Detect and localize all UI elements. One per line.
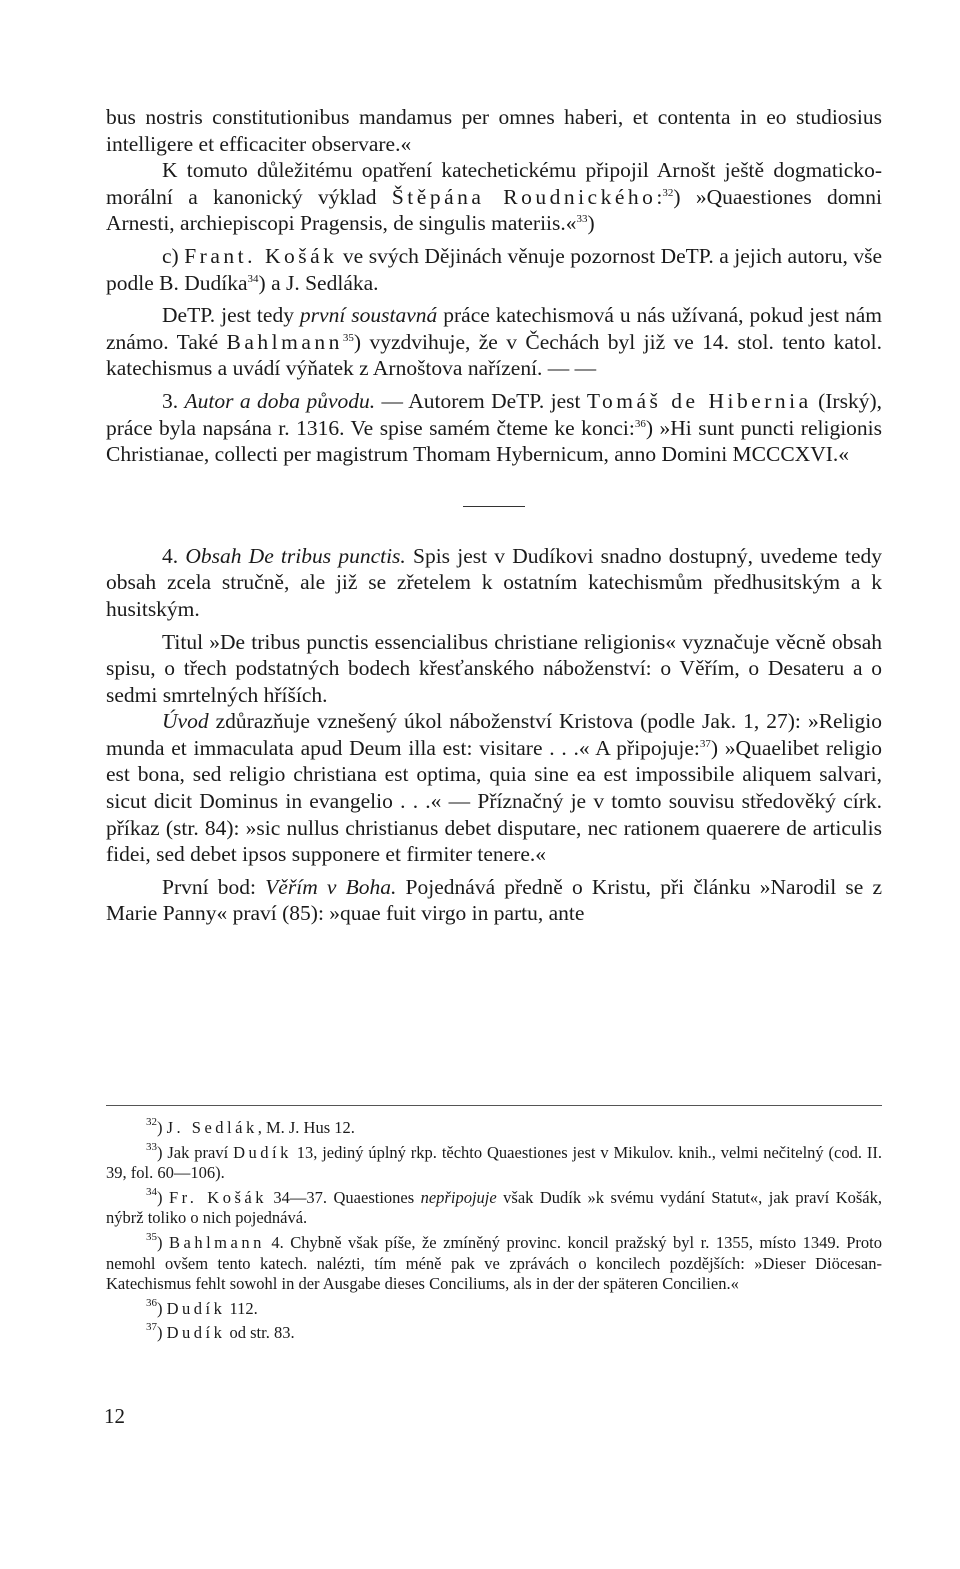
footnote-ref: 36	[634, 417, 646, 430]
paragraph	[106, 388, 882, 468]
text-run: Jak praví	[167, 1142, 234, 1162]
text-run: Spis jest v Dudíkovi snadno dostupný, uvedeme tedy obsah zcela stručně, ale již se zřetelem k ostatním katechismům předhusitským a k husitským.	[106, 543, 883, 621]
text-run: od str. 83.	[225, 1323, 295, 1343]
footnote-ref: 35	[342, 331, 354, 344]
text-run: však Dudík »k svému vydání Statut«, jak praví Košák, nýbrž toliko o nich pojednává.	[106, 1187, 882, 1228]
text-run: ) »Hi sunt puncti religionis Christianae, collecti per magistrum Thomam Hybernicum, anno Domini MCCCXVI.«	[106, 415, 883, 467]
spaced-name: J. Sedlák	[166, 1118, 258, 1137]
text-run: :	[656, 184, 663, 209]
italic-run: Věřím v Boha.	[265, 874, 397, 899]
text-run: Titul »De tribus punctis essencialibus christiane religionis« vyznačuje věcně obsah spisu, o třech podstatných bodech křesťanského náboženství: o Věřím, o Desateru a o sedmi smrtelných hříších.	[106, 629, 882, 707]
text-run: První bod:	[162, 874, 266, 899]
footnote: $^{37}$) Dudík od str. 83.	[146, 1321, 295, 1343]
section-divider	[463, 506, 525, 507]
text-run: , M. J. Hus 12.	[257, 1118, 355, 1137]
italic-run: nepřipojuje	[420, 1187, 497, 1207]
text-run: DeTP. jest tedy	[162, 303, 300, 328]
text-run: (Irský), práce byla napsána r. 1316. Ve spise samém čteme ke konci:	[106, 388, 882, 440]
text-run: 4. Chybně však píše, že zmíněný provinc. koncil pražský byl r. 1355, místo 1349. Proto nemohl ovšem tento katech. nalézti, tím méně pak ve zprávách o koncilech pozdějších: »Dieser Diöcesan-Katechismus fehlt sowohl in der Ausgabe dieses Conciliums, als in der der späteren Concilien.«	[106, 1232, 882, 1294]
main-text	[106, 104, 882, 927]
text-run: Pojednává předně o Kristu, při článku »Narodil se z Marie Panny« praví (85): »quae fuit virgo in partu, ante	[106, 874, 882, 926]
text-run: 34—37. Quaestiones	[266, 1187, 421, 1207]
spaced-name: Bahlmann	[226, 329, 343, 354]
text-run: 3.	[162, 388, 185, 413]
paragraph	[106, 874, 882, 927]
text-run: K tomuto důležitému opatření katechetickému připojil Arnošt ještě dogmaticko-morální a kanonický výklad	[106, 158, 882, 209]
paragraph	[106, 243, 882, 296]
text-run: ) a J. Sedláka.	[258, 270, 379, 295]
footnote-number: 37	[146, 1321, 157, 1334]
footnote-number: 33	[146, 1140, 157, 1153]
footnote: $^{34}$) Fr. Košák 34—37. Quaestiones nepřipojuje však Dudík »k svému vydání Statut«, jak praví Košák, nýbrž toliko o nich pojednává.	[106, 1185, 882, 1228]
italic-run: první soustavná	[299, 303, 438, 328]
text-run: )	[587, 211, 595, 236]
text-run: 4.	[162, 543, 186, 568]
spaced-name: Bahlmann	[169, 1232, 265, 1252]
paragraph	[106, 629, 882, 709]
footnote-ref: 32	[662, 186, 674, 199]
page-number: 12	[104, 1404, 125, 1428]
text-run: bus nostris constitutionibus mandamus per omnes haberi, et contenta in eo studiosius intelligere et efficaciter observare.«	[106, 105, 882, 156]
footnote-number: 34	[146, 1185, 157, 1198]
italic-run: Úvod	[162, 709, 209, 734]
text-run: 13, jediný úplný rkp. těchto Quaestiones jest v Mikulov. knih., velmi nečitelný (cod. II. 39, fol. 60—106).	[106, 1142, 882, 1183]
spaced-name: Dudík	[233, 1142, 292, 1162]
spaced-name: Dudík	[166, 1323, 226, 1343]
footnote-ref: 34	[247, 272, 259, 285]
paragraph	[106, 543, 882, 623]
footnote-number: 35	[146, 1230, 157, 1243]
page-body	[106, 104, 883, 1343]
paragraph	[106, 708, 882, 868]
text-run: zdůrazňuje vznešený úkol náboženství Kristova (podle Jak. 1, 27): »Religio munda et immaculata apud Deum illa est: visitare . . .« A připojuje:	[106, 709, 882, 760]
text-run: ) »Quaelibet religio est bona, sed religio christiana est optima, quia sine ea est impossibile aliquem salvari, sicut dicit Dominus in evangelio . . .« — Příznačný je v tomto souvisu středověký círk. příkaz (str. 84): »sic nullus christianus debet disputare, nec rationem quaerere de articulis fidei, sed debet ipsos supponere et firmiter tenere.«	[106, 735, 882, 867]
text-run: ) »Quaestiones domni Arnesti, archiepiscopi Pragensis, de singulis materiis.«	[106, 184, 882, 236]
footnote-rule	[106, 1105, 882, 1106]
text-run: práce katechismová u nás užívaná, pokud jest nám známo. Také	[106, 303, 882, 354]
paragraph	[106, 157, 882, 237]
paragraph	[106, 302, 882, 382]
spaced-name: Tomáš de Hibernia	[586, 388, 812, 413]
footnotes	[106, 1118, 882, 1348]
text-run: ) vyzdvihuje, že v Čechách byl již ve 14. stol. tento katol. katechismus a uvádí výňatek z Arnoštova nařízení. — —	[106, 329, 883, 381]
footnote: $^{32}$) J. Sedlák, M. J. Hus 12.	[146, 1116, 355, 1137]
footnote: $^{35}$) Bahlmann 4. Chybně však píše, že zmíněný provinc. koncil pražský byl r. 1355, místo 1349. Proto nemohl ovšem tento katech. nalézti, tím méně pak ve zprávách o koncilech pozdějších: »Dieser Diöcesan-Katechismus fehlt sowohl in der Ausgabe dieses Conciliums, als in der der späteren Concilien.«	[106, 1230, 882, 1294]
footnote: $^{36}$) Dudík 112.	[146, 1296, 258, 1318]
spaced-name: Dudík	[166, 1298, 226, 1318]
text-run: 112.	[225, 1298, 258, 1318]
section-heading: Obsah De tribus punctis.	[185, 543, 406, 568]
footnote-number: 36	[146, 1296, 157, 1309]
spaced-name: Frant. Košák	[184, 243, 338, 268]
footnote-ref: 37	[699, 737, 711, 750]
footnote: $^{33}$) Jak praví Dudík 13, jediný úplný rkp. těchto Quaestiones jest v Mikulov. knih., velmi nečitelný (cod. II. 39, fol. 60—106).	[106, 1140, 882, 1183]
footnote-ref: 33	[576, 213, 588, 226]
footnote-number: 32	[146, 1116, 157, 1128]
text-run: c)	[162, 243, 185, 268]
spaced-name: Fr. Košák	[168, 1187, 267, 1207]
text-run: — Autorem DeTP. jest	[375, 388, 587, 413]
spaced-name: Štěpána Roudnického	[391, 184, 657, 209]
paragraph	[106, 104, 882, 157]
section-heading: Autor a doba původu.	[184, 388, 376, 413]
text-run: ve svých Dějinách věnuje pozornost DeTP. a jejich autoru, vše podle B. Dudíka	[106, 243, 883, 295]
